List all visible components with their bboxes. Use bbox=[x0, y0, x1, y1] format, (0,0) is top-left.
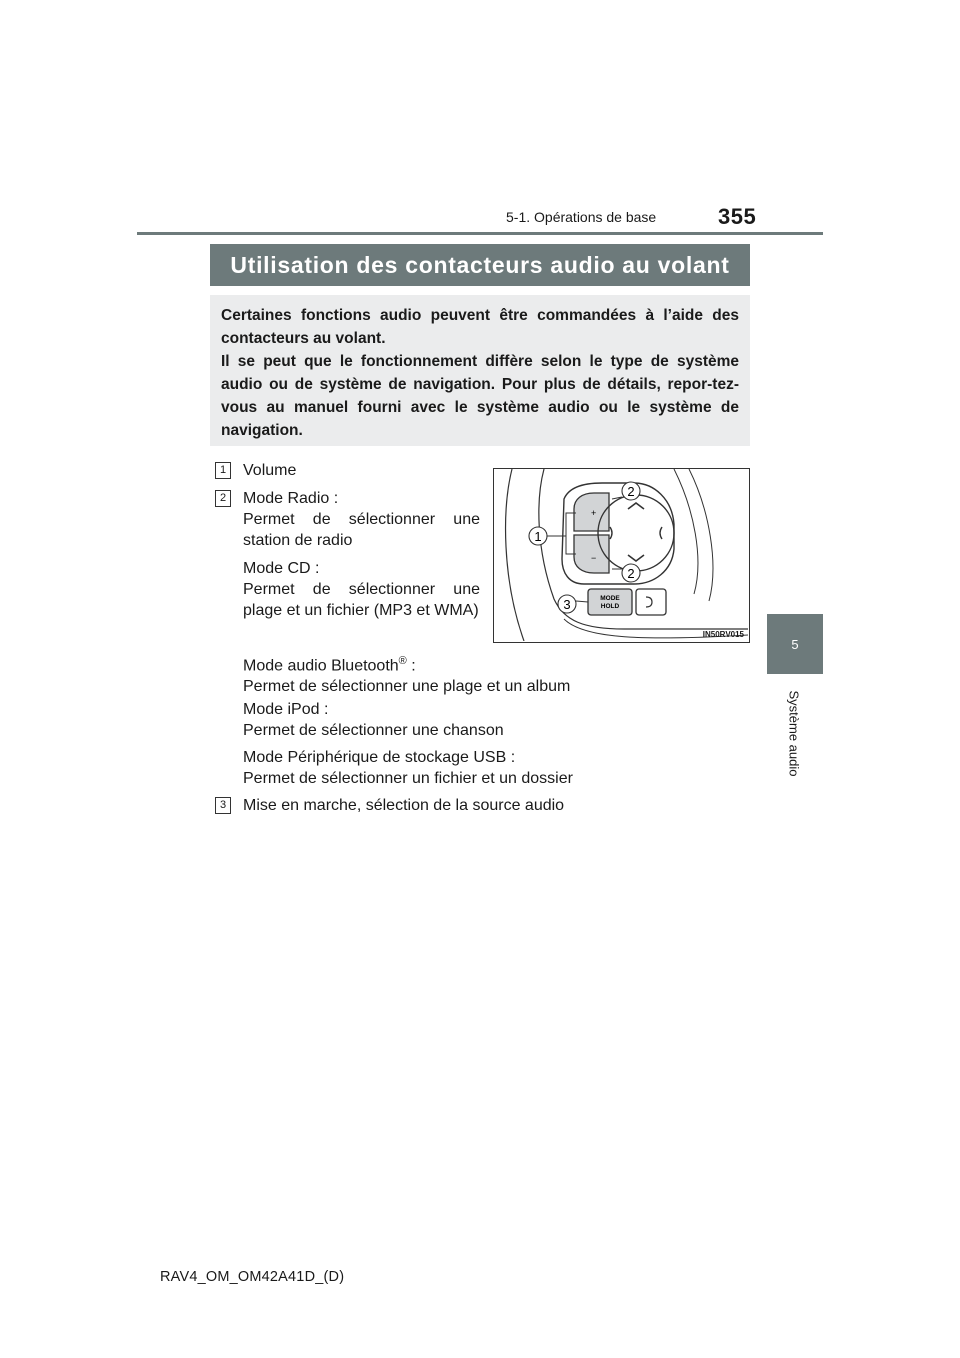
mode-bluetooth bbox=[243, 651, 663, 697]
section-reference: 5-1. Opérations de base bbox=[506, 209, 657, 225]
mode-bluetooth-name: Mode audio Bluetooth® : bbox=[243, 655, 416, 675]
volume-plus-sign: + bbox=[591, 508, 597, 518]
chapter-tab[interactable] bbox=[767, 614, 823, 674]
document-code: RAV4_OM_OM42A41D_(D) bbox=[160, 1269, 345, 1285]
item-number-2: 2 bbox=[215, 490, 231, 507]
callout-1: 1 bbox=[534, 529, 542, 544]
callout-3: 3 bbox=[563, 597, 571, 612]
item-number-1: 1 bbox=[215, 462, 231, 479]
intro-paragraph-2: Il se peut que le fonctionnement diffère selon le type de système audio ou de système de navigation. Pour plus de détails, repor-tez-vous au manuel fourni avec le système audio ou le système de navigation. bbox=[221, 353, 739, 439]
steering-switch-drawing bbox=[494, 469, 748, 641]
figure-code: IN50RV015 bbox=[702, 630, 744, 639]
mode-cd-name: Mode CD : bbox=[243, 560, 320, 577]
mode-cd-desc: Permet de sélectionner une plage et un fichier (MP3 et WMA) bbox=[243, 581, 480, 619]
mode-radio-name: Mode Radio : bbox=[243, 490, 339, 507]
page-number: 355 bbox=[718, 204, 757, 229]
mode-radio bbox=[243, 488, 480, 551]
callout-2b: 2 bbox=[627, 566, 635, 581]
mode-radio-desc: Permet de sélectionner une station de radio bbox=[243, 511, 480, 549]
item-mode-label: Mise en marche, sélection de la source audio bbox=[243, 797, 565, 814]
intro-box bbox=[210, 295, 750, 446]
chapter-name: Système audio bbox=[786, 690, 802, 777]
mode-usb-desc: Permet de sélectionner un fichier et un dossier bbox=[243, 770, 573, 787]
intro-paragraph-1: Certaines fonctions audio peuvent être commandées à l’aide des contacteurs au volant. bbox=[221, 307, 739, 347]
mode-ipod-desc: Permet de sélectionner une chanson bbox=[243, 722, 504, 739]
hold-button-label: HOLD bbox=[600, 603, 620, 610]
mode-bluetooth-desc: Permet de sélectionner une plage et un album bbox=[243, 678, 571, 696]
page-title: Utilisation des contacteurs audio au volant bbox=[210, 244, 750, 286]
chapter-number: 5 bbox=[791, 636, 799, 652]
mode-usb-name: Mode Périphérique de stockage USB : bbox=[243, 749, 516, 766]
mode-button-label: MODE bbox=[600, 595, 620, 602]
item-volume-label: Volume bbox=[243, 462, 297, 479]
mode-ipod-name: Mode iPod : bbox=[243, 701, 329, 718]
mode-cd bbox=[243, 558, 480, 621]
mode-usb bbox=[243, 747, 663, 789]
header-rule bbox=[137, 232, 823, 235]
volume-minus-sign: − bbox=[591, 553, 597, 563]
callout-2a: 2 bbox=[627, 484, 635, 499]
steering-switch-illustration bbox=[493, 468, 750, 643]
mode-ipod bbox=[243, 699, 663, 741]
item-number-3: 3 bbox=[215, 797, 231, 814]
